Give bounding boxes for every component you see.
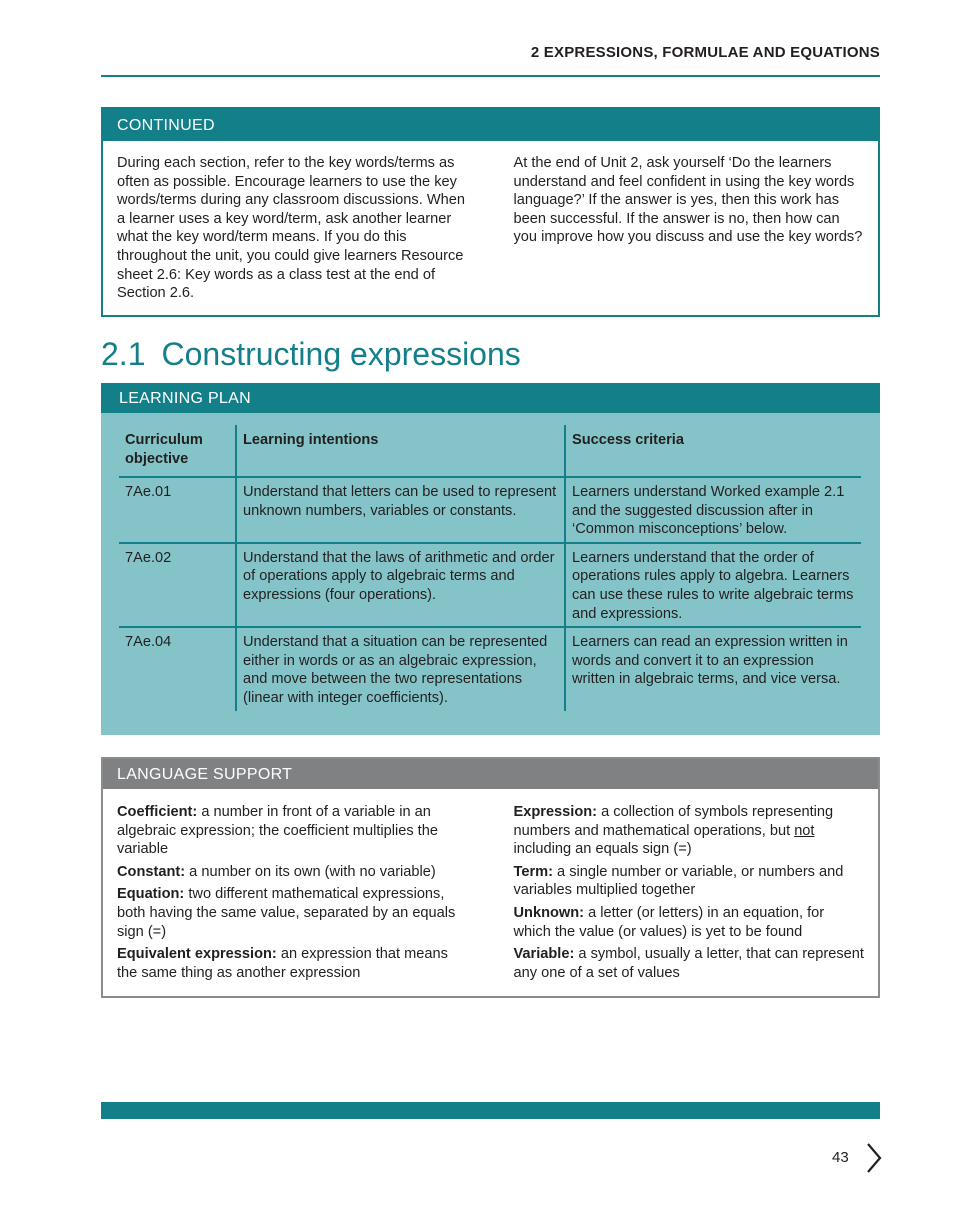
glossary-definition: a single number or variable, or numbers and variables multiplied together (513, 863, 844, 899)
glossary-definition: two different mathematical expressions, both having the same value, separated by an equals sign (=) (117, 886, 456, 940)
glossary-term: Equivalent expression: (117, 946, 277, 963)
glossary-definition: a symbol, usually a letter, that can represent any one of a set of values (513, 946, 864, 981)
continued-heading: CONTINUED (103, 109, 878, 141)
glossary-term: Equation: (117, 886, 185, 903)
learning-plan-heading: LEARNING PLAN (101, 383, 880, 413)
glossary-definition: a number on its own (with no variable) (185, 863, 436, 880)
section-title: Constructing expressions (161, 336, 521, 372)
table-row (119, 543, 861, 627)
continued-box (101, 107, 880, 317)
page-number: 43 (832, 1149, 849, 1166)
glossary-entry (514, 803, 865, 859)
table-header-row (119, 425, 861, 477)
learning-intention: Understand that a situation can be represented either in words or as an algebraic expression, and move between the two representations (linear with integer coefficients). (236, 627, 565, 710)
glossary-left-column (117, 803, 498, 986)
glossary-term: Expression: (513, 804, 598, 820)
glossary-definition: a number in front of a variable in an algebraic expression; the coefficient multiplies the variable (117, 804, 438, 858)
table-row (119, 627, 861, 710)
success-criteria: Learners can read an expression written in words and convert it to an expression written in algebraic terms, and vice versa. (565, 627, 861, 710)
learning-plan-box (101, 383, 880, 735)
column-header: Learning intentions (236, 425, 565, 477)
chapter-title: 2 EXPRESSIONS, FORMULAE AND EQUATIONS (530, 44, 880, 61)
chevron-right-icon[interactable] (864, 1142, 884, 1174)
glossary-right-column (498, 803, 865, 986)
glossary-definition: a letter (or letters) in an equation, for which the value (or values) is yet to be found (513, 904, 825, 940)
column-header: Success criteria (565, 425, 861, 477)
language-support-box (101, 757, 880, 998)
glossary-definition: a collection of symbols representing numbers and mathematical operations, but (513, 804, 834, 839)
learning-intention: Understand that the laws of arithmetic and order of operations apply to algebraic terms and expressions (four operations). (236, 543, 565, 627)
glossary-term: Coefficient: (117, 804, 198, 820)
language-support-heading: LANGUAGE SUPPORT (103, 759, 878, 789)
glossary-term: Constant: (117, 863, 186, 880)
objective-code: 7Ae.01 (119, 477, 236, 543)
column-header: Curriculum objective (119, 425, 236, 477)
glossary-term: Term: (513, 863, 553, 880)
glossary-entry (514, 945, 865, 982)
glossary-entry (117, 945, 468, 982)
continued-left-text: During each section, refer to the key words/terms as often as possible. Encourage learners to use the key words/terms during any classroom discussions. When a learner uses a key word/term, ask another learner what the key word/term means. If you do this throughout the unit, you could give learners Resource sheet 2.6: Key words as a class test at the end of Section 2.6. (117, 155, 465, 302)
learning-plan-table (119, 425, 861, 711)
continued-right-text: At the end of Unit 2, ask yourself ‘Do the learners understand and feel confident in using the key words language?’ If the answer is yes, then this work has been successful. If the answer is no, then how can you improve how you discuss and use the key words? (513, 155, 863, 246)
footer-bar (101, 1102, 880, 1119)
objective-code: 7Ae.02 (119, 543, 236, 627)
success-criteria: Learners understand that the order of operations rules apply to algebra. Learners can use these rules to write algebraic terms and expressions. (565, 543, 861, 627)
table-row (119, 477, 861, 543)
glossary-definition: including an equals sign (=) (513, 841, 692, 858)
glossary-term: Unknown: (513, 904, 585, 921)
glossary-entry (117, 885, 468, 941)
header-rule (101, 75, 880, 77)
glossary-definition: an expression that means the same thing as another expression (117, 946, 448, 981)
glossary-entry (514, 863, 865, 900)
glossary-entry (117, 803, 468, 859)
emphasis-word: not (794, 822, 815, 839)
glossary-entry (514, 904, 865, 941)
glossary-entry (117, 863, 468, 882)
objective-code: 7Ae.04 (125, 634, 172, 651)
glossary-term: Variable: (513, 946, 575, 963)
success-criteria: Learners understand Worked example 2.1 and the suggested discussion after in ‘Common misconceptions’ below. (565, 477, 861, 543)
section-heading (101, 336, 521, 373)
learning-intention: Understand that letters can be used to represent unknown numbers, variables or constants. (236, 477, 565, 543)
section-number: 2.1 (101, 336, 146, 372)
